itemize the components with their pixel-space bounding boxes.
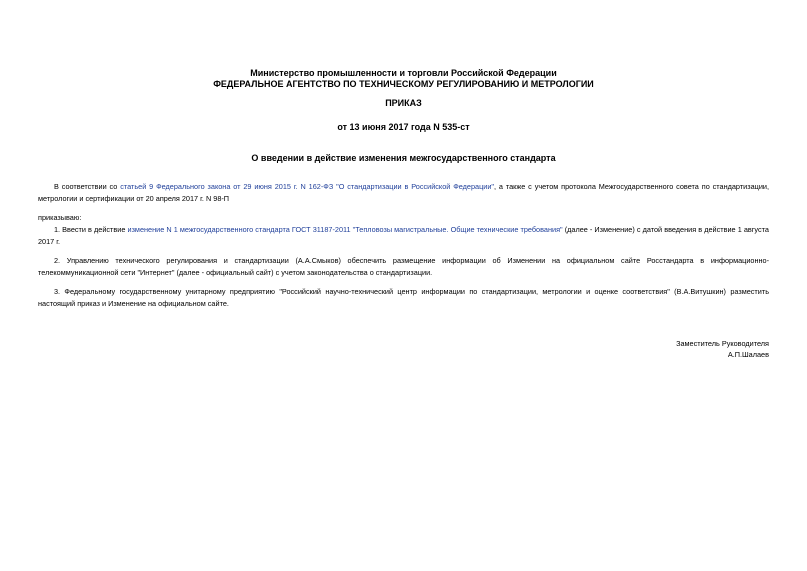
signatory-name: А.П.Шалаев: [727, 350, 769, 359]
document-title: О введении в действие изменения межгосударственного стандарта: [251, 153, 556, 163]
preamble-suffix: , а также с учетом протокола Межгосударственного совета по стандартизации, метрологии и сертификации от 20 апреля 2017 г. N 98-П: [38, 182, 770, 203]
item-1-prefix: 1. Ввести в действие: [54, 225, 128, 234]
federal-law-link[interactable]: статьей 9 Федерального закона от 29 июня 2015 г. N 162-ФЗ "О стандартизации в Российской Федерации": [120, 182, 495, 191]
standard-amendment-link[interactable]: изменение N 1 межгосударственного стандарта ГОСТ 31187-2011 "Тепловозы магистральные. Общие технические требования": [127, 225, 563, 234]
order-item-2: 2. Управлению технического регулирования и стандартизации (А.А.Смыков) обеспечить размещение информации об Изменении на официальном сайте Росстандарта в информационно-телекоммуникационной сети "Интернет" (далее - официальный сайт) с учетом законодательства о стандартизации.: [38, 256, 769, 277]
preamble-paragraph: [38, 181, 769, 205]
agency-heading: ФЕДЕРАЛЬНОЕ АГЕНТСТВО ПО ТЕХНИЧЕСКОМУ РЕГУЛИРОВАНИЮ И МЕТРОЛОГИИ: [213, 79, 594, 89]
order-item-3: 3. Федеральному государственному унитарному предприятию "Российский научно-технический центр информации по стандартизации, метрологии и оценке соответствия" (В.А.Витушкин) разместить настоящий приказ и Изменение на официальном сайте.: [38, 287, 769, 308]
preamble-prefix: В соответствии со: [54, 182, 121, 191]
order-word: приказываю:: [38, 213, 82, 222]
document-page: [38, 0, 769, 571]
order-item-1: [38, 224, 769, 248]
item-1-suffix: (далее - Изменение) с датой введения в действие 1 августа 2017 г.: [38, 225, 769, 246]
order-date-number: от 13 июня 2017 года N 535-ст: [337, 122, 470, 132]
ministry-heading: Министерство промышленности и торговли Российской Федерации: [250, 68, 557, 78]
signatory-position: Заместитель Руководителя: [676, 339, 769, 348]
document-type: ПРИКАЗ: [385, 98, 422, 108]
